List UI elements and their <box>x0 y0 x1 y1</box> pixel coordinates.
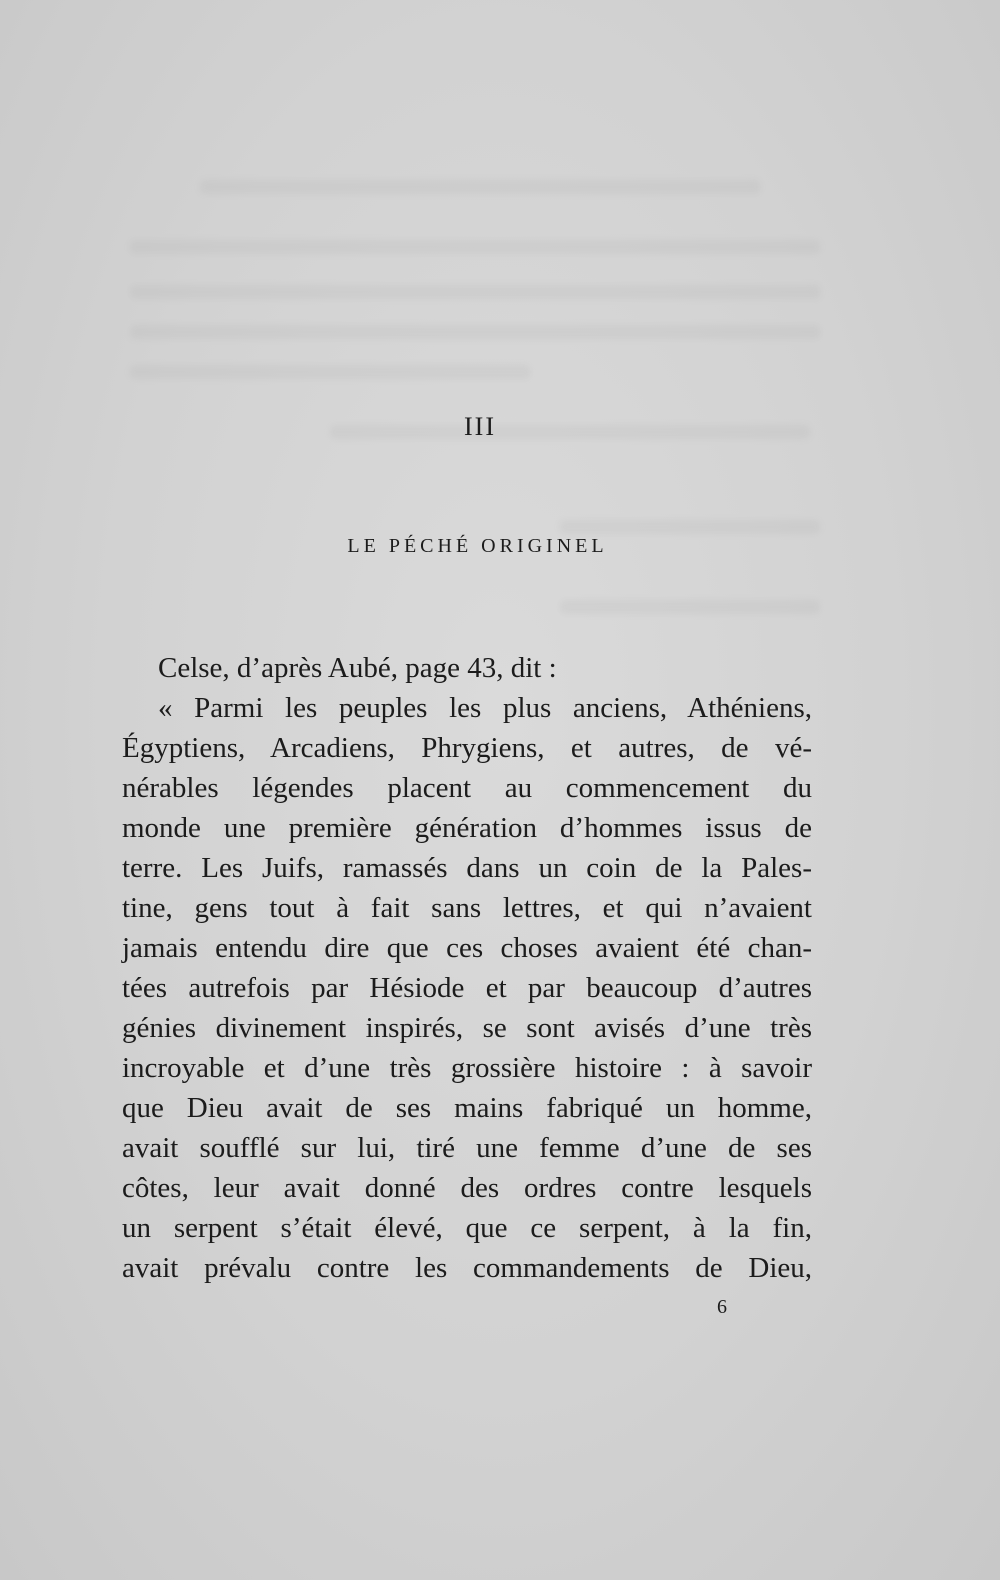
text-line: monde une première génération d’hommes issus de <box>122 812 812 844</box>
text-line: nérables légendes placent au commencement du <box>122 772 812 804</box>
text-line: tine, gens tout à fait sans lettres, et qui n’avaient <box>122 892 812 924</box>
text-line: côtes, leur avait donné des ordres contre lesquels <box>122 1172 812 1204</box>
chapter-number: III <box>464 412 496 441</box>
text-line: tées autrefois par Hésiode et par beaucoup d’autres <box>122 972 812 1004</box>
text-line: « Parmi les peuples les plus anciens, Athéniens, <box>158 692 812 724</box>
body-text <box>122 648 812 1288</box>
text-line: génies divinement inspirés, se sont avisés d’une très <box>122 1012 812 1044</box>
text-line: Celse, d’après Aubé, page 43, dit : <box>158 652 557 684</box>
signature-mark: 6 <box>717 1296 727 1318</box>
text-line: Égyptiens, Arcadiens, Phrygiens, et autres, de vé- <box>122 732 812 764</box>
text-line: un serpent s’était élevé, que ce serpent, à la fin, <box>122 1212 812 1244</box>
text-line: terre. Les Juifs, ramassés dans un coin de la Pales- <box>122 852 812 884</box>
text-line: incroyable et d’une très grossière histoire : à savoir <box>122 1052 812 1084</box>
text-line: avait soufflé sur lui, tiré une femme d’une de ses <box>122 1132 812 1164</box>
text-line: que Dieu avait de ses mains fabriqué un homme, <box>122 1092 812 1124</box>
text-line: avait prévalu contre les commandements de Dieu, <box>122 1252 812 1284</box>
text-line: jamais entendu dire que ces choses avaient été chan- <box>122 932 812 964</box>
chapter-title: LE PÉCHÉ ORIGINEL <box>347 535 608 557</box>
